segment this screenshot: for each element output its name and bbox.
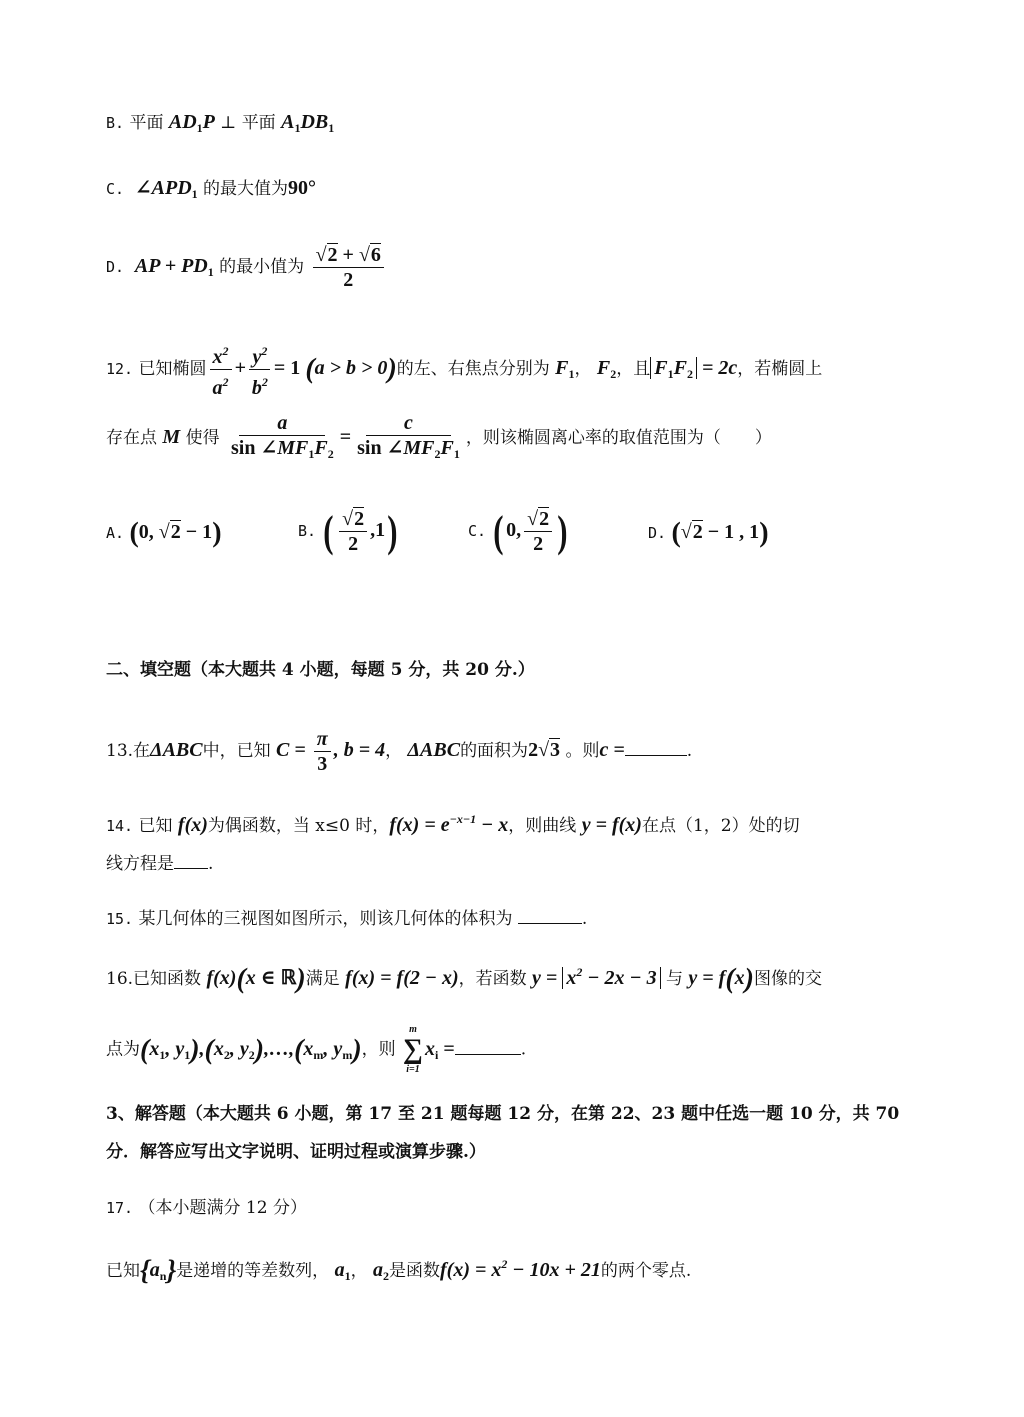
- section-heading-answer-line2: 分．解答应写出文字说明、证明过程或演算步骤.）: [106, 1142, 486, 1162]
- math-expression: $\angle APD_1$: [134, 177, 198, 201]
- text: 的面积为: [460, 741, 529, 762]
- option-label: C.: [106, 180, 125, 198]
- q12-option-d: [648, 517, 769, 549]
- math-points: ($x_1$, $y_1),(x_2$, $y_2),\dots,(x_m$, $y_m$): [140, 1033, 362, 1065]
- question-number: 14.: [106, 817, 134, 835]
- ellipse-equation: $\frac{x^2}{a^2}$ + $\frac{y^2}{b^2}$ = 1 (a > b > 0): [207, 357, 397, 379]
- fraction: $\frac{√2 + √6}{2}$: [313, 244, 384, 291]
- text: 是递增的等差数列，: [176, 1261, 330, 1281]
- math-triangle: ΔABC: [150, 739, 203, 762]
- text: ，若椭圆上: [737, 359, 823, 380]
- math-symmetry: f(x) = f(2 − x): [345, 967, 459, 989]
- math-sequence: $\{a_n\}$: [140, 1255, 177, 1287]
- math-curve: y = f(x): [581, 814, 642, 836]
- math-curve: y = f(x): [688, 963, 754, 995]
- interval: ( $\frac{√2}{2}$ ,1): [323, 506, 398, 556]
- answer-blank[interactable]: [518, 905, 582, 924]
- interval: ( 0, $\frac{√2}{2}$ ): [493, 506, 568, 556]
- q11-option-c: [106, 176, 964, 206]
- text: ，: [385, 741, 403, 762]
- answer-blank[interactable]: [174, 850, 208, 869]
- summation: m ∑ i=1: [403, 1024, 424, 1075]
- text: ，则该椭圆离心率的取值范围为（ ）: [465, 428, 772, 449]
- math-f1: $F_1$: [555, 357, 575, 382]
- interval: (√2 − 1 , 1): [671, 517, 769, 549]
- q17-header: [106, 1196, 964, 1220]
- q13: 13.在ΔABC中，已知 C = $\frac{\pi}{3}$ , b = 4， ΔABC的面积为2√3 。则c = .: [106, 728, 693, 775]
- option-label: D.: [106, 258, 125, 276]
- text: 点为: [106, 1039, 140, 1060]
- math-definition: $f(x) = e^{-x-1} - x$: [389, 812, 509, 836]
- text: 已知: [106, 1261, 140, 1281]
- question-number: 16.: [106, 969, 134, 989]
- text: 与: [665, 969, 683, 989]
- math-a2: $a_2$: [373, 1259, 389, 1283]
- q12-option-b: [298, 508, 400, 555]
- text: 已知函数: [133, 969, 202, 989]
- math-summand: $x_i$ =: [425, 1037, 455, 1062]
- value: 90°: [288, 177, 317, 199]
- score-note: （本小题满分 12 分）: [138, 1198, 307, 1218]
- text: 已知椭圆: [138, 359, 207, 380]
- math-function: $f(x) = x^2 - 10x + 21$: [440, 1257, 601, 1281]
- math-fx: f(x): [177, 814, 208, 836]
- text: 的左、右焦点分别为: [396, 359, 550, 380]
- text: 是函数: [389, 1261, 440, 1281]
- math-triangle: ΔABC: [407, 739, 461, 762]
- q14-line1: [106, 807, 964, 838]
- option-label: C.: [468, 522, 487, 541]
- q12-option-c: [468, 508, 570, 555]
- answer-blank[interactable]: [455, 1036, 521, 1055]
- text: ，则: [361, 1039, 396, 1060]
- text: 满足: [305, 969, 340, 989]
- text: 的最大值为: [203, 179, 289, 199]
- question-number: 12.: [106, 360, 134, 379]
- text: 的两个零点.: [600, 1261, 692, 1281]
- q15: 15. 某几何体的三视图如图所示，则该几何体的体积为 .: [106, 905, 964, 931]
- text: 在点（1，2）处的切: [641, 816, 800, 836]
- text: 存在点: [106, 428, 157, 449]
- text: 图像的交: [753, 969, 822, 989]
- math-distance: $F_1F_2 = 2c$: [650, 357, 737, 379]
- text: 平面: [241, 113, 276, 133]
- q12-options: [106, 508, 964, 564]
- math-c: c =: [599, 739, 625, 762]
- math-expression: AP + $PD_1$: [134, 255, 214, 279]
- q11-option-d: [106, 244, 964, 291]
- q12-option-a: [106, 517, 222, 549]
- math-a1: $a_1$: [334, 1259, 351, 1283]
- q16-line2: 点为($x_1$, $y_1),(x_2$, $y_2),\dots,(x_m$, $y_m$)，则 m ∑ i=1 $x_i$ = .: [106, 1024, 527, 1075]
- question-number: 17.: [106, 1199, 134, 1217]
- text: 为偶函数，当 x≤0 时，: [207, 816, 390, 836]
- interval: (0, √2 − 1): [129, 517, 222, 549]
- text: ，: [350, 1261, 368, 1281]
- text: 平面: [129, 113, 164, 133]
- q12-line2: [106, 412, 964, 465]
- answer-blank[interactable]: [625, 737, 687, 756]
- text: 。则: [565, 741, 600, 762]
- text: ，则曲线: [508, 816, 577, 836]
- option-label: B.: [298, 522, 317, 541]
- math-expression: $A_1DB_1$: [281, 111, 335, 135]
- text: 某几何体的三视图如图所示，则该几何体的体积为: [138, 909, 513, 929]
- math-condition: C = $\frac{\pi}{3}$ , b = 4: [276, 728, 386, 775]
- math-f2: $F_2$: [596, 357, 617, 382]
- q16-line1: [106, 960, 964, 995]
- math-fx-domain: f(x)(x ∈ ℝ): [206, 963, 306, 995]
- math-m: M: [162, 426, 181, 449]
- option-label: D.: [648, 524, 667, 542]
- text: ，且: [616, 359, 651, 380]
- text: 已知: [138, 816, 173, 836]
- q12-line1: 12. 已知椭圆 $\frac{x^2}{a^2}$ + $\frac{y^2}{b^2}$ = 1 (a > b > 0)的左、右焦点分别为 $F_1$， $F_2$，且 $F_1F_2 = 2c$，若椭圆上: [106, 340, 964, 399]
- text: ，若函数: [458, 969, 527, 989]
- section-heading-fill-in: 二、填空题（本大题共 4 小题，每题 5 分，共 20 分.）: [106, 660, 535, 680]
- q14-line2: 线方程是 .: [106, 850, 964, 876]
- text: 在: [133, 741, 151, 762]
- question-number: 15.: [106, 910, 134, 928]
- q11-option-b: B. 平面 $AD_1P$ ⊥ 平面 $A_1DB_1$: [106, 111, 335, 135]
- text: 中，已知: [202, 741, 271, 762]
- text: 使得: [185, 428, 220, 449]
- math-area: 2√3: [528, 739, 561, 762]
- section-heading-answer-line1: 3、解答题（本大题共 6 小题，第 17 至 21 题每题 12 分，在第 22、23 题中任选一题 10 分，共 70: [106, 1104, 900, 1124]
- option-label: A.: [106, 524, 125, 542]
- option-label: B.: [106, 114, 125, 132]
- math-expression: $AD_1P$: [168, 111, 215, 135]
- question-number: 13.: [106, 741, 134, 762]
- q17-body: [106, 1252, 964, 1288]
- text: 的最小值为: [219, 257, 305, 277]
- math-abs-function: $y = x^2 - 2x - 3$: [532, 967, 661, 989]
- text: 线方程是: [106, 854, 174, 874]
- ratio-equation: $\frac{a}{\sin \angle MF_1F_2}$ = $\frac{c}{\sin \angle MF_2F_1}$: [231, 412, 460, 461]
